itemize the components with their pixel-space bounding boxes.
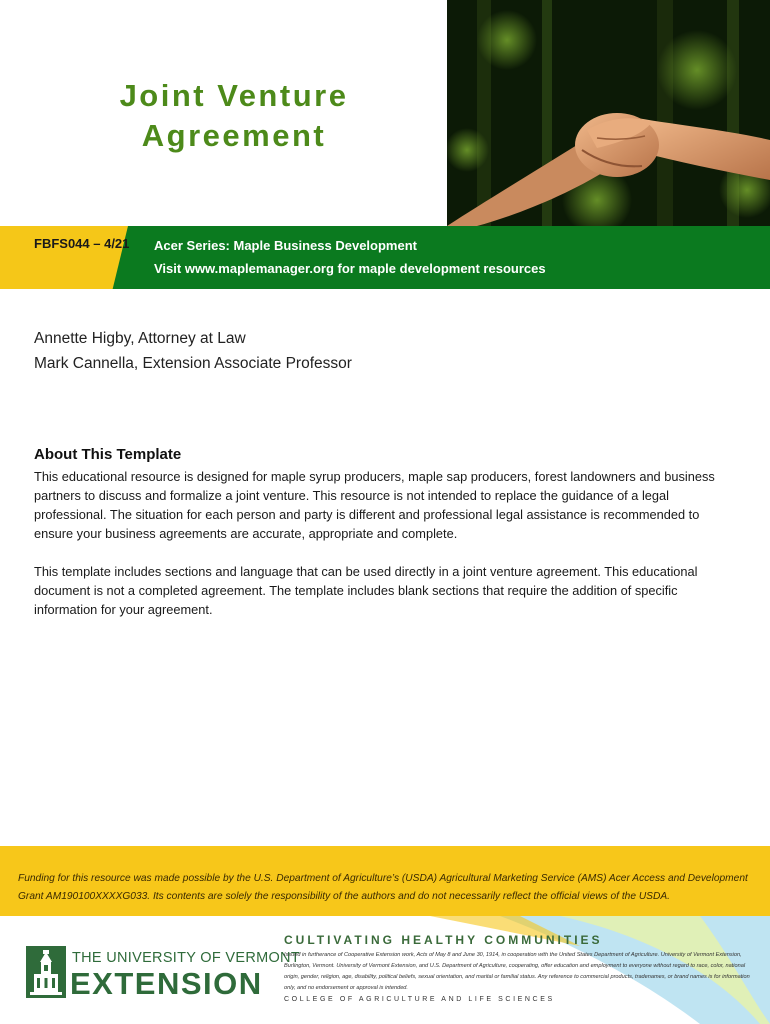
- tagline: CULTIVATING HEALTHY COMMUNITIES: [284, 933, 603, 947]
- logo-extension-text: EXTENSION: [70, 966, 263, 1001]
- author-2: Mark Cannella, Extension Associate Professor: [34, 355, 352, 372]
- about-heading: About This Template: [34, 446, 182, 463]
- visit-link-text[interactable]: Visit www.maplemanager.org for maple development resources: [154, 261, 546, 276]
- title-line-1: Joint Venture: [119, 78, 349, 113]
- handshake-photo: [447, 0, 770, 226]
- series-name: Acer Series: Maple Business Development: [154, 238, 417, 253]
- funding-banner: [0, 846, 770, 916]
- handshake-illustration: [447, 0, 770, 226]
- uvm-tower-icon: [26, 946, 66, 998]
- about-paragraph-2: This template includes sections and language that can be used directly in a joint venture agreement. This educational document is not a completed agreement. The template includes blank sections that require the addition of specific information for your agreement.: [34, 564, 698, 617]
- title-line-2: Agreement: [141, 118, 327, 153]
- document-title: [0, 76, 468, 156]
- publication-code: FBFS044 – 4/21: [34, 236, 130, 251]
- funding-text: Funding for this resource was made possible by the U.S. Department of Agriculture’s (USDA) Agricultural Marketing Service (AMS) Acer Access and Development Grant AM190100XXXXG033. Its contents are solely the responsibility of the authors and do not necessarily reflect the official views of the USDA.: [18, 873, 748, 902]
- title-block: [0, 0, 447, 226]
- author-1: Annette Higby, Attorney at Law: [34, 330, 246, 347]
- logo-university-text: THE UNIVERSITY OF VERMONT: [72, 950, 300, 966]
- college-name: COLLEGE OF AGRICULTURE AND LIFE SCIENCES: [284, 996, 555, 1003]
- about-paragraph-1: This educational resource is designed for maple syrup producers, maple sap producers, forest landowners and business partners to discuss and formalize a joint venture. This resource is not intended to replace the guidance of a legal professional. The situation for each person and party is different and professional legal assistance is recommended to ensure your business agreements are accurate, appropriate and complete.: [34, 469, 715, 541]
- authors: [34, 326, 352, 376]
- nondiscrimination-statement: Issued in furtherance of Cooperative Extension work, Acts of May 8 and June 30, 1914, in cooperation with the United States Department of Agriculture. University of Vermont Extension, Burlington, Vermont. University of Vermont Extension, and U.S. Department of Agriculture, cooperating, offer education and employment to everyone without regard to race, color, national origin, gender, religion, age, disability, political beliefs, sexual orientation, and marital or familial status. Any reference to commercial products, tradenames, or brand names is for information only, and no endorsement or approval is intended.: [284, 952, 750, 991]
- series-band: [0, 226, 770, 289]
